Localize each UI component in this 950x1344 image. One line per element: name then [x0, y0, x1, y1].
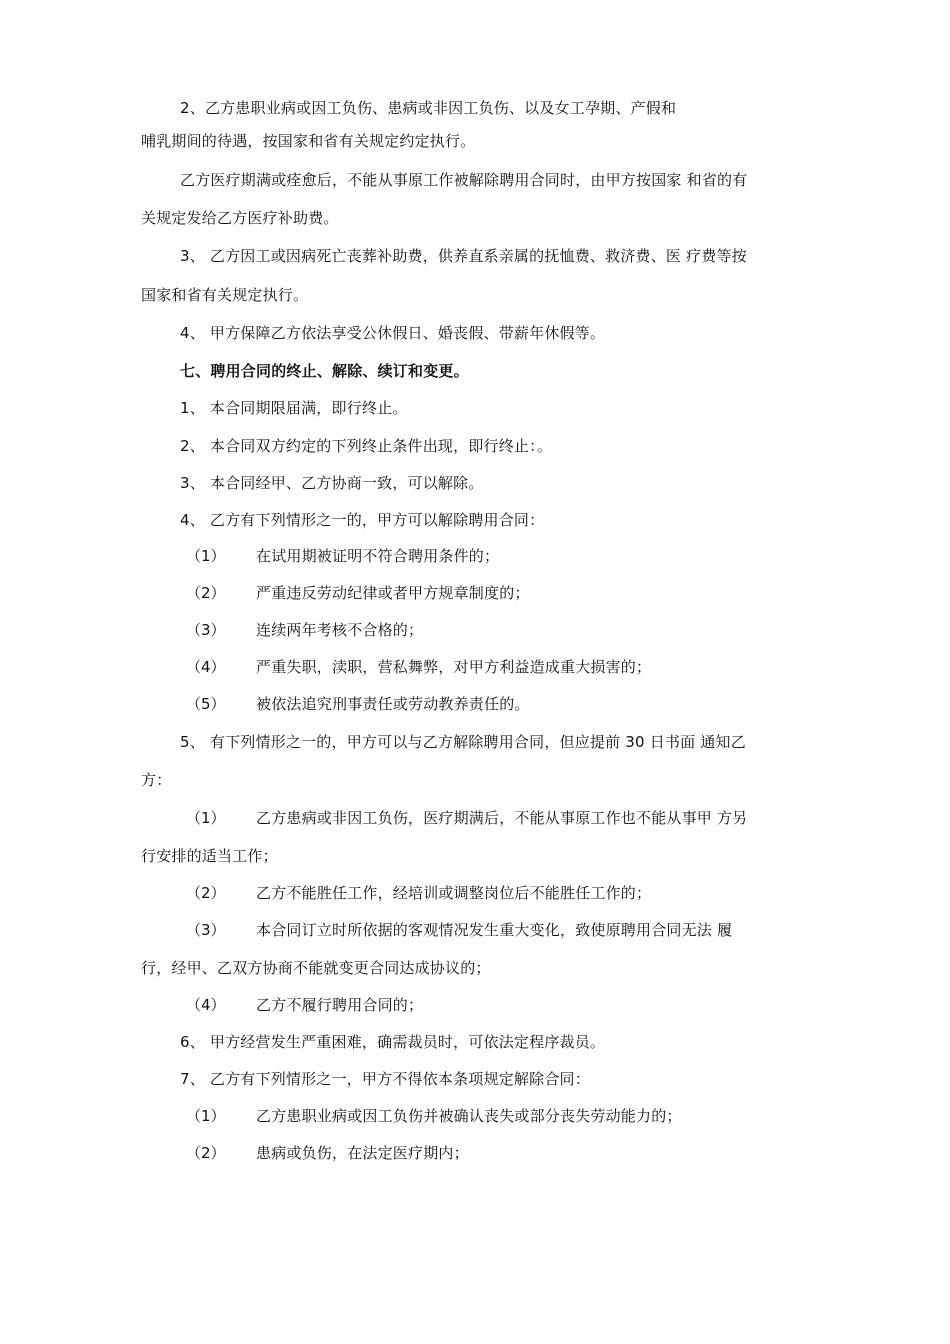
sub-item-number: （1）	[186, 1107, 226, 1125]
sub-item-number: （4）	[186, 996, 226, 1014]
clause-item: 5、 有下列情形之一的，甲方可以与乙方解除聘用合同，但应提前 30 日书面 通知乙	[180, 733, 746, 751]
paragraph-line: 乙方医疗期满或痊愈后，不能从事原工作被解除聘用合同时，由甲方按国家 和省的有	[180, 171, 748, 189]
sub-item-text: 乙方不履行聘用合同的；	[256, 996, 424, 1014]
sub-item-number: （2）	[186, 1144, 226, 1162]
sub-item-text: 本合同订立时所依据的客观情况发生重大变化，致使原聘用合同无法 履	[256, 921, 733, 939]
paragraph-line: 2、乙方患职业病或因工负伤、患病或非因工负伤、以及女工孕期、产假和	[180, 99, 677, 117]
sub-item-text: 被依法追究刑事责任或劳动教养责任的。	[256, 695, 530, 713]
paragraph-line: 关规定发给乙方医疗补助费。	[141, 209, 339, 227]
sub-item-number: （1）	[186, 809, 226, 827]
paragraph-line: 4、 甲方保障乙方依法享受公休假日、婚丧假、带薪年休假等。	[180, 324, 606, 342]
sub-item-text: 在试用期被证明不符合聘用条件的；	[256, 547, 500, 565]
sub-item-number: （3）	[186, 621, 226, 639]
clause-item: 3、 本合同经甲、乙方协商一致，可以解除。	[180, 474, 484, 492]
clause-item: 2、 本合同双方约定的下列终止条件出现，即行终止：。	[180, 437, 553, 455]
clause-item: 7、 乙方有下列情形之一，甲方不得依本条项规定解除合同：	[180, 1070, 590, 1088]
sub-item-number: （4）	[186, 658, 226, 676]
clause-item: 4、 乙方有下列情形之一的，甲方可以解除聘用合同：	[180, 511, 545, 529]
clause-item-continued: 方：	[141, 771, 172, 789]
paragraph-line: 哺乳期间的待遇，按国家和省有关规定约定执行。	[141, 132, 476, 150]
sub-item-number: （2）	[186, 884, 226, 902]
sub-item-text: 严重失职，渎职，营私舞弊，对甲方利益造成重大损害的；	[256, 658, 652, 676]
sub-item-number: （1）	[186, 547, 226, 565]
sub-item-text: 乙方不能胜任工作，经培训或调整岗位后不能胜任工作的；	[256, 884, 652, 902]
paragraph-line: 国家和省有关规定执行。	[141, 286, 309, 304]
sub-item-text: 乙方患病或非因工负伤，医疗期满后，不能从事原工作也不能从事甲 方另	[256, 809, 748, 827]
sub-item-text: 严重违反劳动纪律或者甲方规章制度的；	[256, 584, 530, 602]
sub-item-number: （5）	[186, 695, 226, 713]
sub-item-number: （2）	[186, 584, 226, 602]
section-heading: 七、聘用合同的终止、解除、续订和变更。	[180, 362, 469, 380]
sub-item-number: （3）	[186, 921, 226, 939]
sub-item-text: 患病或负伤，在法定医疗期内；	[256, 1144, 469, 1162]
clause-item: 1、 本合同期限届满，即行终止。	[180, 399, 408, 417]
sub-item-text: 连续两年考核不合格的；	[256, 621, 424, 639]
sub-item-continued: 行，经甲、乙双方协商不能就变更合同达成协议的；	[141, 959, 491, 977]
paragraph-line: 3、 乙方因工或因病死亡丧葬补助费，供养直系亲属的抚恤费、救济费、医 疗费等按	[180, 247, 747, 265]
sub-item-continued: 行安排的适当工作；	[141, 847, 278, 865]
sub-item-text: 乙方患职业病或因工负伤并被确认丧失或部分丧失劳动能力的；	[256, 1107, 682, 1125]
clause-item: 6、 甲方经营发生严重困难，确需裁员时，可依法定程序裁员。	[180, 1033, 606, 1051]
